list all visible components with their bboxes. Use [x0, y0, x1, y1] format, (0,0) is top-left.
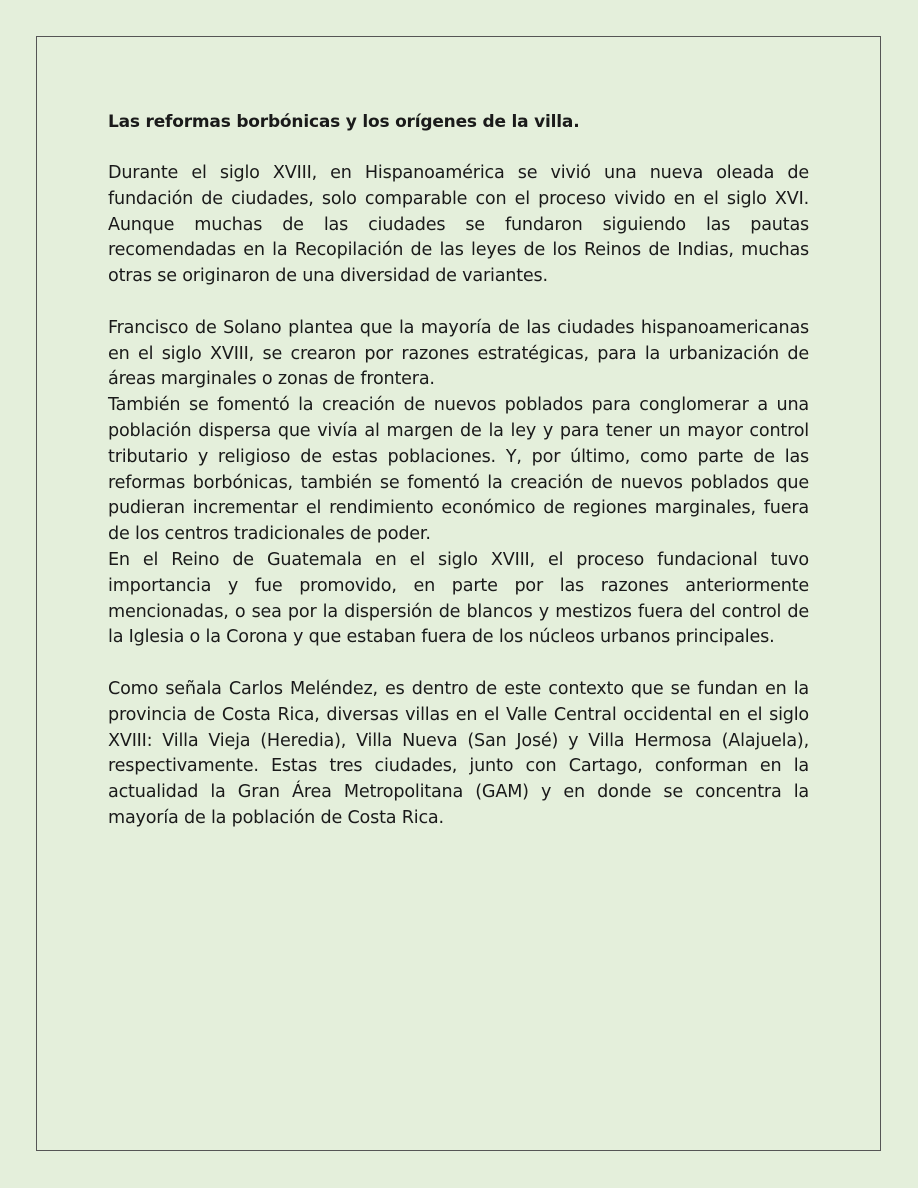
paragraph-4: En el Reino de Guatemala en el siglo XVIII, el proceso fundacional tuvo importancia y fue promovido, en parte por las razones anteriormente mencionadas, o sea por la dispersión de blancos y mestizos fuera del control de la Iglesia o la Corona y que estaban fuera de los núcleos urbanos principales.	[108, 549, 809, 648]
document-title: Las reformas borbónicas y los orígenes de la villa.	[108, 112, 580, 132]
paragraph-5: Como señala Carlos Meléndez, es dentro de este contexto que se fundan en la provincia de Costa Rica, diversas villas en el Valle Central occidental en el siglo XVIII: Villa Vieja (Heredia), Villa Nueva (San José) y Villa Hermosa (Alajuela), respectivamente. Estas tres ciudades, junto con Cartago, conforman en la actualidad la Gran Área Metropolitana (GAM) y en donde se concentra la mayoría de la población de Costa Rica.	[108, 678, 809, 828]
document-body	[108, 109, 809, 832]
paragraph-3: También se fomentó la creación de nuevos poblados para conglomerar a una población dispersa que vivía al margen de la ley y para tener un mayor control tributario y religioso de estas poblaciones. Y, por último, como parte de las reformas borbónicas, también se fomentó la creación de nuevos poblados que pudieran incrementar el rendimiento económico de regiones marginales, fuera de los centros tradicionales de poder.	[108, 395, 809, 545]
paragraph-1: Durante el siglo XVIII, en Hispanoamérica se vivió una nueva oleada de fundación de ciudades, solo comparable con el proceso vivido en el siglo XVI. Aunque muchas de las ciudades se fundaron siguiendo las pautas recomendadas en la Recopilación de las leyes de los Reinos de Indias, muchas otras se originaron de una diversidad de variantes.	[108, 163, 809, 287]
paragraph-2: Francisco de Solano plantea que la mayoría de las ciudades hispanoamericanas en el siglo XVIII, se crearon por razones estratégicas, para la urbanización de áreas marginales o zonas de frontera.	[108, 317, 809, 390]
